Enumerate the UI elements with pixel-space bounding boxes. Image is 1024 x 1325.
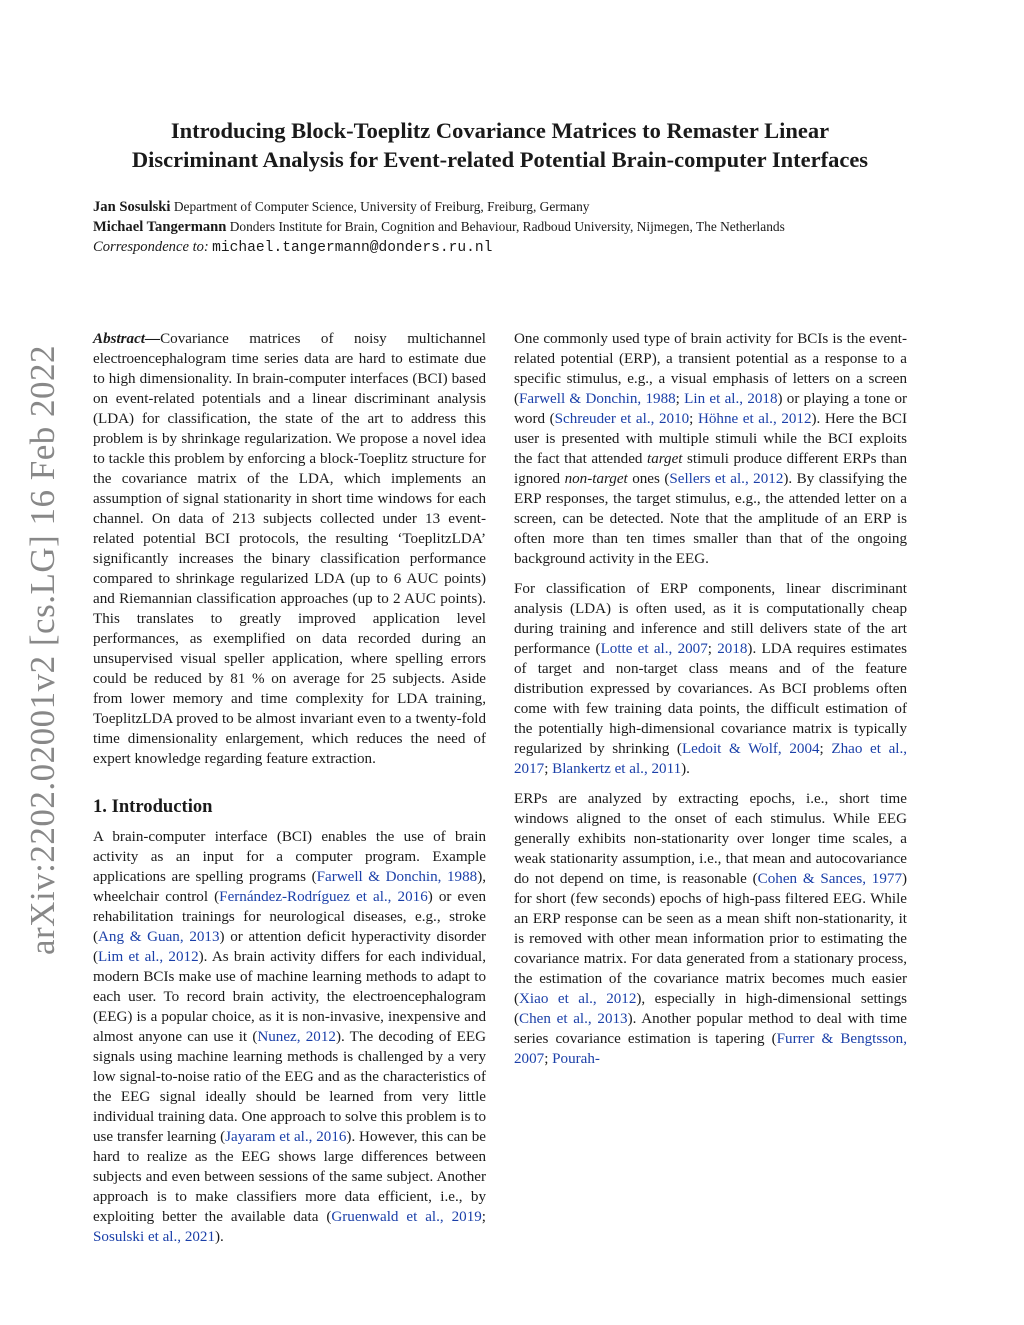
intro-paragraph-1 <box>93 827 486 1247</box>
citation-authors: Xiao et al. <box>519 991 593 1007</box>
emphasis-target: target <box>647 451 683 467</box>
emphasis-non-target: non-target <box>564 471 628 487</box>
text-run: , <box>177 1229 185 1245</box>
text-run: ). <box>215 1229 224 1245</box>
citation-year: 1988 <box>645 391 676 407</box>
author-1-name: Jan Sosulski <box>93 199 171 215</box>
citation-year: 2019 <box>451 1209 482 1225</box>
citation-authors: Farwell & Donchin <box>519 391 638 407</box>
citation-year: 2007 <box>514 1051 545 1067</box>
text-run: One commonly used type of brain activity for BCIs is the event-related potential (ERP), a transient potential as a response to a specific stimulus, e.g., a visual emphasis of letters on a screen ( <box>514 331 907 407</box>
citation-authors: Sosulski et al. <box>93 1229 178 1245</box>
citation-authors: Farwell & Donchin <box>316 869 438 885</box>
text-run: , <box>159 949 169 965</box>
citation[interactable] <box>684 391 777 407</box>
text-run: , <box>308 1129 317 1145</box>
abstract-label: Abstract— <box>93 331 161 347</box>
text-run: ) for short (few seconds) epochs of high-pass filtered EEG. While an ERP response can be seen as a mean shift non-stationarity, it is removed with other mean information prior to estimating the covariance matrix. For data generated from a stationary process, the estimation of the covariance matrix becomes much easier ( <box>514 871 908 1007</box>
citation-authors: Lotte et al. <box>600 641 669 657</box>
citation[interactable] <box>519 391 676 407</box>
text-run: , <box>668 641 678 657</box>
text-run: For classification of ERP components, linear discriminant analysis (LDA) is often used, as it is computationally cheap during training and inference and still delivers state of the art performance ( <box>514 581 907 657</box>
section-heading-introduction: 1. Introduction <box>93 796 213 817</box>
citation[interactable] <box>257 1029 336 1045</box>
author-block <box>93 197 973 258</box>
citation-authors: Chen et al. <box>519 1011 588 1027</box>
text-run: ; <box>707 641 718 657</box>
citation[interactable] <box>219 889 428 905</box>
text-run: , <box>903 741 908 757</box>
citation[interactable] <box>669 471 783 487</box>
citation-year: 2010 <box>658 411 690 427</box>
text-run: ). <box>681 761 690 777</box>
citation-authors: Zhao et al. <box>831 741 904 757</box>
paper-title-line-2: Discriminant Analysis for Event-related Potential Brain-computer Interfaces <box>131 147 869 172</box>
intro-paragraph-2 <box>514 329 907 569</box>
citation-year: 2018 <box>747 391 778 407</box>
citation[interactable] <box>331 1209 481 1225</box>
text-run: , <box>739 391 748 407</box>
citation-authors: Lim et al. <box>98 949 160 965</box>
citation-authors: Nunez <box>257 1029 297 1045</box>
citation-year: 2017 <box>514 761 545 777</box>
text-run: , <box>862 871 872 887</box>
citation-authors: Sellers et al. <box>669 471 745 487</box>
citation-year: 2016 <box>397 889 428 905</box>
text-run: ; <box>819 741 832 757</box>
citation[interactable] <box>552 1051 600 1067</box>
citation[interactable] <box>758 871 902 887</box>
text-run: A brain-computer interface (BCI) enables the use of brain activity as an input for a computer program. Example applications are spelling programs ( <box>93 829 486 885</box>
citation[interactable] <box>555 411 690 427</box>
left-column <box>93 329 486 1257</box>
citation-year: 1977 <box>871 871 902 887</box>
right-column <box>514 329 907 1079</box>
correspondence-email[interactable]: michael.tangermann@donders.ru.nl <box>212 240 493 256</box>
citation-year: 2013 <box>189 929 220 945</box>
paper-title-line-1: Introducing Block-Toeplitz Covariance Matrices to Remaster Linear <box>170 118 830 143</box>
citation[interactable] <box>682 741 820 757</box>
text-run: , <box>903 1031 907 1047</box>
citation[interactable] <box>552 761 681 777</box>
citation-year: 2012 <box>168 949 199 965</box>
citation[interactable] <box>717 641 747 657</box>
text-run: , <box>643 761 652 777</box>
text-run: , <box>296 1029 306 1045</box>
text-run: , <box>387 889 398 905</box>
citation-year: 2021 <box>184 1229 216 1245</box>
citation-year: 2012 <box>781 411 812 427</box>
citation-year: 2018 <box>717 641 748 657</box>
text-run: ones ( <box>627 471 670 487</box>
citation-authors: Furrer & Bengtsson <box>776 1031 904 1047</box>
citation-year: 2012 <box>305 1029 336 1045</box>
text-run: ; <box>689 411 698 427</box>
text-run: ) or attention deficit hyperactivity disorder ( <box>93 929 486 965</box>
citation[interactable] <box>317 869 478 885</box>
text-run: ). By classifying the ERP responses, the target stimulus, e.g., the attended letter on a screen, can be detected. Note that the amplitude of an ERP is often more than ten times smaller than that of the ongoing background activity in the EEG. <box>514 471 907 567</box>
text-run: , <box>772 411 782 427</box>
citation-authors: Pourah- <box>552 1051 600 1067</box>
text-run: ). Another popular method to deal with time series covariance estimation is tapering ( <box>514 1011 908 1047</box>
abstract <box>93 329 486 769</box>
abstract-text: Covariance matrices of noisy multichannel electroencephalogram time series data are hard to estimate due to high dimensionality. In brain-computer interfaces (BCI) based on event-related potentials and a linear discriminant analysis (LDA) for classification, the state of the art to address this problem is by shrinkage regularization. We propose a novel idea to tackle this problem by enforcing a block-Toeplitz structure for the covariance matrix of the LDA, which implements an assumption of signal stationarity in short time windows for each channel. On data of 213 subjects collected under 13 event-related potential BCI protocols, the resulting ‘ToeplitzLDA’ significantly increases the binary classification performance compared to shrinkage regularized LDA (up to 6 AUC points) and Riemannian classification approaches (up to 2 AUC points). This translates to greatly improved application level performances, as exemplified on data recorded during an unsupervised visual speller application, where spelling errors could be reduced by 81 % on average for 25 subjects. Aside from lower memory and time complexity for LDA training, ToeplitzLDA proved to be almost invariant even to a twenty-fold time dimensionality enlargement, which reduces the need of expert knowledge regarding feature extraction. <box>93 331 486 767</box>
text-run: ). The decoding of EEG signals using machine learning methods is challenged by a very low signal-to-noise ratio of the EEG and as the characteristics of the EEG signal ideally should be learned from very little individual training data. One approach to solve this problem is to use transfer learning ( <box>93 1029 487 1145</box>
citation-authors: Ledoit & Wolf <box>681 741 778 757</box>
citation-year: 2012 <box>606 991 637 1007</box>
text-run: ), especially in high-dimensional settings ( <box>514 991 907 1027</box>
citation-authors: Jayaram et al. <box>225 1129 309 1145</box>
text-run: , <box>777 741 790 757</box>
text-run: ). As brain activity differs for each individual, modern BCIs make use of machine learning methods to adapt to each user. To record brain activity, the electroencephalogram (EEG) is a popular choice, as it is non-invasive, inexpensive and almost anyone can use it ( <box>93 949 487 1045</box>
citation[interactable] <box>519 991 636 1007</box>
citation[interactable] <box>98 949 199 965</box>
citation[interactable] <box>698 411 812 427</box>
citation-year: 2004 <box>789 741 820 757</box>
text-run: , <box>744 471 754 487</box>
text-run: ). However, this can be hard to realize as the EEG shows large differences between subjects and even between sessions of the same subject. Another approach is to make classifiers more data efficient, i.e., by exploiting better the available data ( <box>93 1129 486 1225</box>
citation-year: 2007 <box>677 641 708 657</box>
text-run: , <box>587 1011 598 1027</box>
text-run: ), wheelchair control ( <box>93 869 486 905</box>
citation-authors: Schreuder et al. <box>554 411 651 427</box>
citation-authors: Fernández-Rodríguez et al. <box>219 889 388 905</box>
citation-authors: Ang & Guan <box>98 929 180 945</box>
citation-authors: Blankertz et al. <box>552 761 644 777</box>
author-1-affiliation: Department of Computer Science, University of Freiburg, Freiburg, Germany <box>173 199 590 214</box>
citation-year: 2016 <box>316 1129 347 1145</box>
text-run: , <box>179 929 190 945</box>
citation-year: 2011 <box>651 761 682 777</box>
citation-year: 2013 <box>597 1011 628 1027</box>
citation[interactable] <box>98 929 219 945</box>
text-run: ; <box>544 761 553 777</box>
correspondence-label: Correspondence to: <box>93 239 209 255</box>
text-run: ; <box>544 1051 553 1067</box>
author-2-affiliation: Donders Institute for Brain, Cognition and Behaviour, Radboud University, Nijmegen, The Netherlands <box>229 219 785 234</box>
intro-paragraph-3 <box>514 579 907 779</box>
citation-authors: Cohen & Sances <box>757 871 863 887</box>
intro-paragraph-4 <box>514 789 907 1069</box>
text-run: ; <box>675 391 685 407</box>
citation-authors: Lin et al. <box>684 391 740 407</box>
text-run: , <box>637 391 646 407</box>
text-run: ) or playing a tone or word ( <box>514 391 908 427</box>
text-run: , <box>650 411 659 427</box>
correspondence <box>93 237 973 258</box>
text-run: ). Here the BCI user is presented with multiple stimuli while the BCI exploits the fact that attended <box>514 411 908 467</box>
author-2 <box>93 217 973 237</box>
citation-authors: Höhne et al. <box>697 411 773 427</box>
text-run: ). LDA requires estimates of target and non-target class means and of the feature distribution expressed by covariances. As BCI problems often come with few training data points, the difficult estimation of the potentially high-dimensional covariance matrix is typically regularized by shrinking ( <box>514 641 908 757</box>
citation-year: 2012 <box>753 471 784 487</box>
text-run: stimuli produce different ERPs than ignored <box>514 451 907 487</box>
citation[interactable] <box>519 1011 628 1027</box>
text-run: ERPs are analyzed by extracting epochs, i.e., short time windows aligned to the onset of each stimulus. While EEG generally exhibits non-stationarity over longer time scales, a weak stationarity assumption, i.e., that mean and autocovariance do not depend on time, is reasonable ( <box>514 791 907 887</box>
citation[interactable] <box>225 1129 346 1145</box>
text-run: ; <box>481 1209 486 1225</box>
text-run: , <box>437 869 447 885</box>
citation-authors: Gruenwald et al. <box>331 1209 440 1225</box>
author-2-name: Michael Tangermann <box>93 219 227 235</box>
citation[interactable] <box>93 1229 215 1245</box>
citation-year: 1988 <box>447 869 478 885</box>
text-run: , <box>592 991 607 1007</box>
text-run: , <box>439 1209 452 1225</box>
author-1 <box>93 197 973 217</box>
text-run: ) or even rehabilitation trainings for neurological diseases, e.g., stroke ( <box>93 889 487 945</box>
arxiv-identifier-stamp <box>18 340 68 960</box>
citation[interactable] <box>601 641 708 657</box>
arxiv-stamp-text: arXiv:2202.02001v2 [cs.LG] 16 Feb 2022 <box>23 344 62 956</box>
